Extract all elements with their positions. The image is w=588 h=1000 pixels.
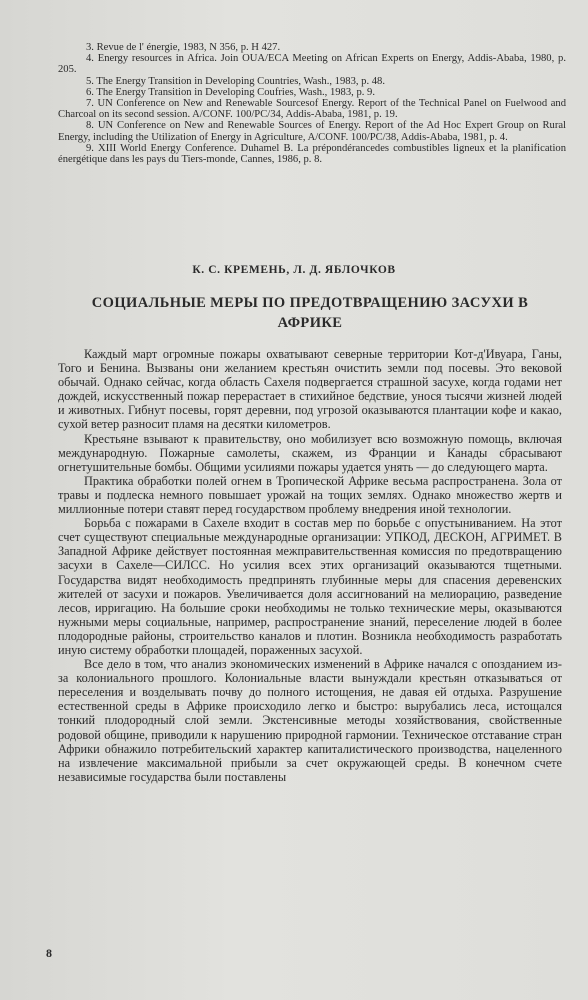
- body-paragraph: Практика обработки полей огнем в Тропической Африке весьма распространена. Зола от травы и подлеска немного повышает урожай на тощих землях. Однако множество жертв и миллионные потери ставят перед государством проблему внедрения иной технологии.: [58, 473, 562, 517]
- reference-item: 6. The Energy Transition in Developing Coufries, Wash., 1983, p. 9.: [86, 86, 375, 98]
- reference-list: [58, 42, 566, 165]
- body-paragraph: Крестьяне взывают к правительству, оно мобилизует всю возможную помощь, включая международную. Пожарные самолеты, скажем, из Франции и Канады сбрасывают огнетушительные бомбы. Общими усилиями пожары удается унять — до следующего марта.: [58, 431, 562, 474]
- reference-item: 5. The Energy Transition in Developing Countries, Wash., 1983, p. 48.: [86, 75, 385, 87]
- body-paragraph: Все дело в том, что анализ экономических изменений в Африке начался с опозданием из-за колониального прошлого. Колониальные власти вынуждали крестьян отказываться от переселения и возделывать почву до полного истощения, не давая ей отдыха. Разрушение естественной среды в Африке происходило легко и быстро: вырубались леса, истощался тонкий плодородный слой земли. Экстенсивные методы хозяйствования, свойственные родовой общине, приводили к нарушению природной гармонии. Техническое отставание стран Африки обнажило потребительский характер капиталистического производства, нацеленного на извлечение максимальной прибыли за счет окружающей среды. В конечном счете независимые государства были поставлены: [58, 657, 562, 784]
- article-authors: К. С. КРЕМЕНЬ, Л. Д. ЯБЛОЧКОВ: [192, 264, 396, 276]
- body-paragraph: Борьба с пожарами в Сахеле входит в состав мер по борьбе с опустыниванием. На этот счет существуют специальные международные организации: УПКОД, ДЕСКОН, АГРИМЕТ. В Западной Африке действует постоянная межправительственная комиссия по предотвращению засухи в Сахеле—СИЛСС. Но усилия всех этих организаций оказываются тщетными. Государства видят необходимость предпринять глубинные меры для спасения деревенских жителей от засухи и пожаров. Увеличивается доля ассигнований на мелиорацию, разведение лесов, ирригацию. На большие сроки необходимы не только технические меры, оказываются нужными меры социальные, например, распространение знаний, переселение людей в более плодородные районы, строительство каналов и плотин. Возникла необходимость разработать иную систему обработки площадей, пораженных засухой.: [58, 516, 562, 657]
- reference-item: 7. UN Conference on New and Renewable Sourcesof Energy. Report of the Technical Panel on Fuelwood and Charcoal on its second session. A/CONF. 100/PC/34, Addis-Ababa, 1981, p. 19.: [58, 98, 566, 121]
- article-title: СОЦИАЛЬНЫЕ МЕРЫ ПО ПРЕДОТВРАЩЕНИЮ ЗАСУХИ В АФРИКЕ: [91, 295, 529, 331]
- reference-item: 8. UN Conference on New and Renewable Sources of Energy. Report of the Ad Hoc Expert Group on Rural Energy, including the Utilization of Energy in Agriculture, A/CONF. 100/PC/38, Addis-Ababa, 1981, p. 4.: [58, 120, 566, 143]
- body-paragraph: Каждый март огромные пожары охватывают северные территории Кот-д'Ивуара, Ганы, Того и Бенина. Вызваны они желанием крестьян очистить земли под посевы. Это вековой обычай. Однако сейчас, когда область Сахеля подвергается страшной засухе, когда годами нет дождей, искусственный пожар перерастает в стихийное бедствие, унося тысячи жизней людей и животных. Гибнут посевы, горят деревни, под угрозой оказываются плантации кофе и какао, сухой ветер разносит пламя на десятки километров.: [58, 347, 562, 432]
- page-number: 8: [46, 946, 52, 960]
- article-body: [58, 347, 562, 784]
- reference-item: 4. Energy resources in Africa. Join OUA/ECA Meeting on African Experts on Energy, Addis-Ababa, 1980, p. 205.: [58, 53, 566, 76]
- reference-item: 9. XIII World Energy Conference. Duhamel B. La prépondérancedes combustibles ligneux et la planification énergétique dans les pays du Tiers-monde, Cannes, 1986, p. 8.: [58, 142, 566, 166]
- reference-item: 3. Revue de l' énergie, 1983, N 356, p. H 427.: [86, 42, 281, 53]
